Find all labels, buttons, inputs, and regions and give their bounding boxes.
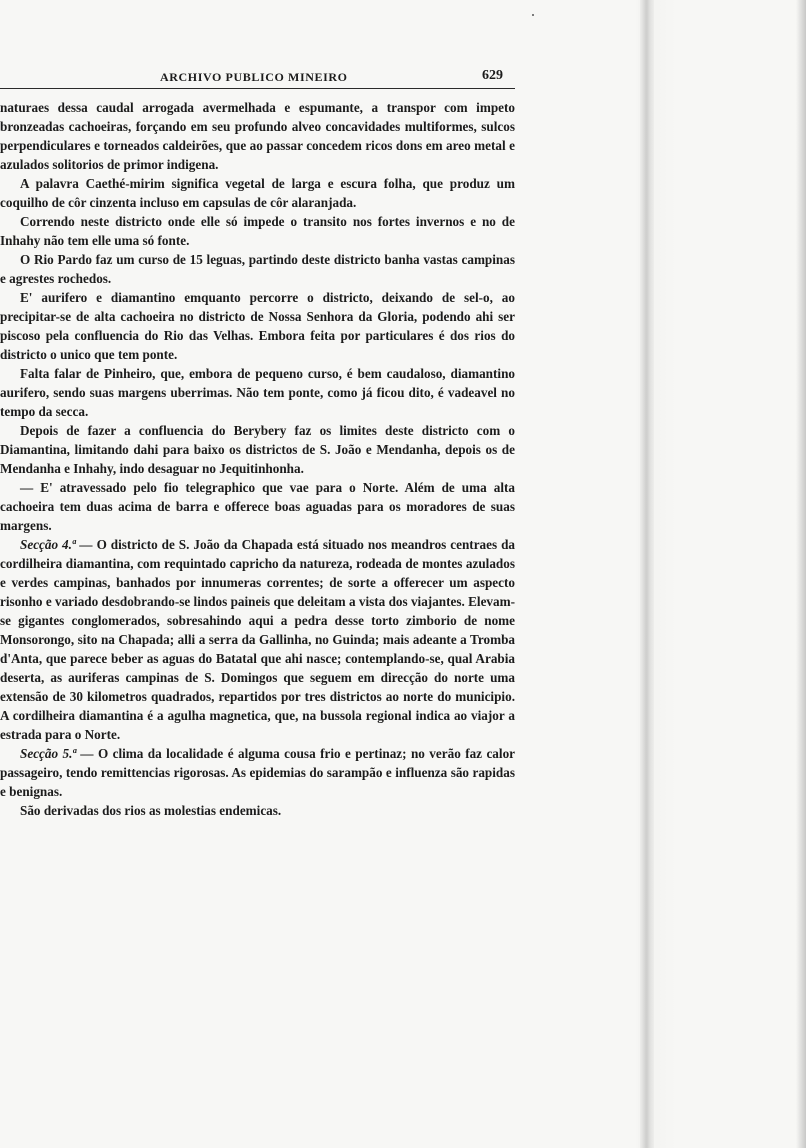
section-label: Secção 5.ª — [20, 746, 94, 761]
running-header [0, 64, 515, 92]
section-label: Secção 4.ª — [20, 537, 93, 552]
paragraph: naturaes dessa caudal arrogada avermelhada e espumante, a transpor com impeto bronzeadas cachoeiras, forçando em seu profundo alveo concavidades multiformes, sulcos perpendiculares e torneados caldeirões, que ao passar concedem ricos dons em areo metal e azulados solitorios de primor indigena. [0, 100, 515, 172]
paragraph: E' aurifero e diamantino emquanto percorre o districto, deixando de sel-o, ao precipitar-se de alta cachoeira no districto de Nossa Senhora da Gloria, podendo ahi ser piscoso pela confluencia do Rio das Velhas. Embora feita por particulares é dos rios do districto o unico que tem ponte. [0, 290, 515, 362]
page-edge-shadow [796, 0, 806, 1148]
paragraph: Falta falar de Pinheiro, que, embora de pequeno curso, é bem caudaloso, diamantino aurifero, sendo suas margens uberrimas. Não tem ponte, como já ficou dito, é vadeavel no tempo da secca. [0, 366, 515, 419]
paragraph: A palavra Caethé-mirim significa vegetal de larga e escura folha, que produz um coquilho de côr cinzenta incluso em capsulas de côr alaranjada. [0, 176, 515, 210]
header-rule [0, 88, 515, 89]
paragraph: Correndo neste districto onde elle só impede o transito nos fortes invernos e no de Inhahy não tem elle uma só fonte. [0, 214, 515, 248]
page-number: 629 [482, 68, 503, 83]
paragraph: — E' atravessado pelo fio telegraphico que vae para o Norte. Além de uma alta cachoeira tem duas acima de barra e offerece boas aguadas para os moradores de suas margens. [0, 480, 515, 533]
paper-speck [532, 14, 534, 16]
section-text: O districto de S. João da Chapada está situado nos meandros centraes da cordilheira diamantina, com requintado capricho da natureza, rodeada de montes azulados e verdes campinas, banhados por innumeras correntes; de sorte a offerecer um aspecto risonho e variado desdobrando-se lindos paineis que deleitam a vista dos viajantes. Elevam-se gigantes conglomerados, sobresahindo aqui a pedra desse torto zimborio de nome Monsorongo, sito na Chapada; alli a serra da Gallinha, no Guinda; mais adeante a Tromba d'Anta, que parece beber as aguas do Batatal que ahi nasce; contemplando-se, qual Arabia deserta, as auriferas campinas de S. Domingos que seguem em direcção do norte uma extensão de 30 kilometros quadrados, repartidos por tres districtos ao norte do municipio. A cordilheira diamantina é a agulha magnetica, que, na bussola regional indica ao viajor a estrada para o Norte. [0, 537, 516, 742]
body-text [0, 98, 515, 820]
closing-line: São derivadas dos rios as molestias endemicas. [20, 803, 282, 818]
section-paragraph [0, 744, 515, 801]
paragraph: Depois de fazer a confluencia do Berybery faz os limites deste districto com o Diamantina, limitando dahi para baixo os districtos de S. João e Mendanha, depois os de Mendanha e Inhahy, indo desaguar no Jequitinhonha. [0, 423, 515, 476]
page-gutter [636, 0, 806, 1148]
running-title: ARCHIVO PUBLICO MINEIRO [160, 70, 348, 84]
book-spine-shadow [640, 0, 654, 1148]
paragraph: O Rio Pardo faz um curso de 15 leguas, partindo deste districto banha vastas campinas e agrestes rochedos. [0, 252, 515, 286]
section-text: O clima da localidade é alguma cousa frio e pertinaz; no verão faz calor passageiro, tendo remittencias rigorosas. As epidemias do sarampão e influenza são rapidas e benignas. [0, 746, 516, 799]
section-paragraph [0, 535, 515, 744]
